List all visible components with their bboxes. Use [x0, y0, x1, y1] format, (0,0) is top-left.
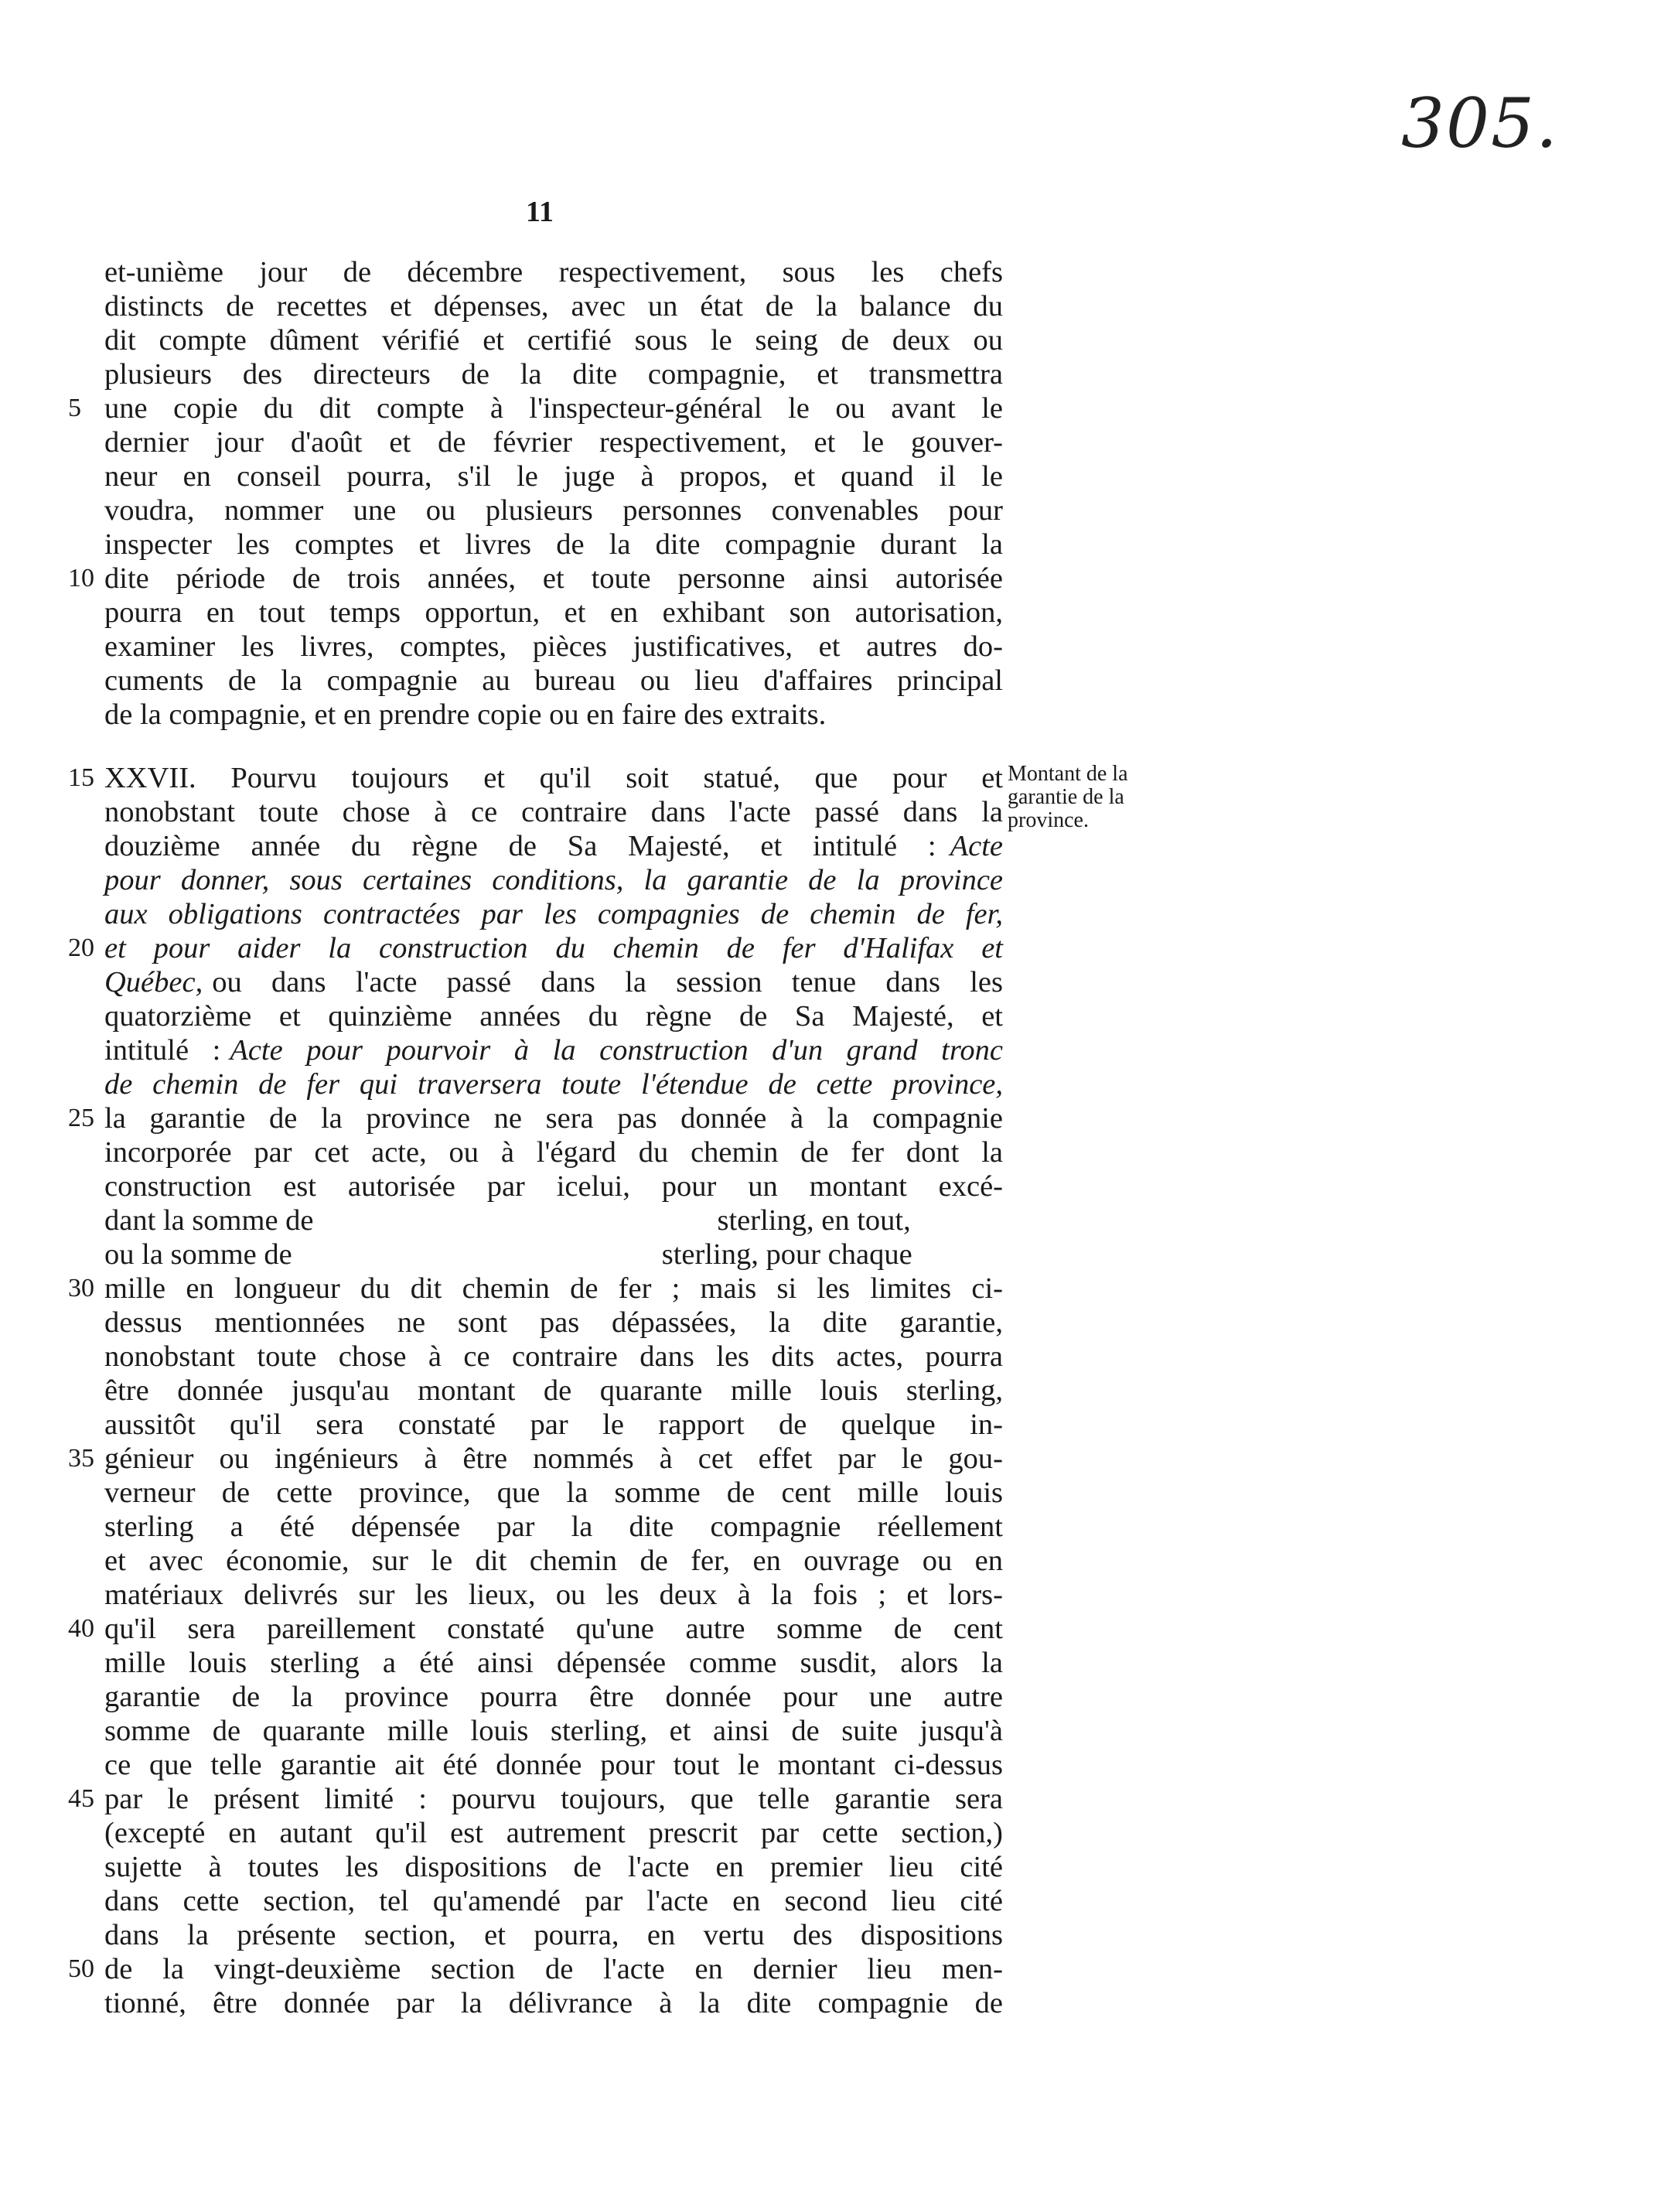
italic-span: et pour aider la construction du chemin de fer d'Halifax et [104, 932, 1003, 964]
text-line: par le présent limité : pourvu toujours, que telle garantie sera [104, 1783, 1003, 1815]
text-line: garantie de la province pourra être donnée pour une autre [104, 1681, 1003, 1713]
line-number: 20 [68, 934, 94, 962]
text-line [104, 1237, 1003, 1272]
text-line: et avec économie, sur le dit chemin de fer, en ouvrage ou en [104, 1545, 1003, 1577]
margin-note-line: province. [1008, 808, 1089, 832]
text-line: voudra, nommer une ou plusieurs personnes convenables pour [104, 494, 1003, 527]
text-line: une copie du dit compte à l'inspecteur-général le ou avant le [104, 392, 1003, 425]
text-line: et-unième jour de décembre respectivement, sous les chefs [104, 256, 1003, 288]
text-line: quatorzième et quinzième années du règne de Sa Majesté, et [104, 1000, 1003, 1033]
text-line: être donnée jusqu'au montant de quarante mille louis sterling, [104, 1374, 1003, 1407]
italic-span: pour donner, sous certaines conditions, la garantie de la province [104, 864, 1003, 896]
text-line: dans cette section, tel qu'amendé par l'acte en second lieu cité [104, 1885, 1003, 1917]
text-line: cuments de la compagnie au bureau ou lieu d'affaires principal [104, 664, 1003, 697]
margin-note [1008, 763, 1162, 832]
text-line: dans la présente section, et pourra, en vertu des dispositions [104, 1919, 1003, 1951]
text-line: plusieurs des directeurs de la dite compagnie, et transmettra [104, 358, 1003, 391]
italic-span: aux obligations contractées par les compagnies de chemin de fer, [104, 898, 1003, 930]
text-line [104, 1203, 1003, 1237]
text-line: dessus mentionnées ne sont pas dépassées, la dite garantie, [104, 1306, 1003, 1339]
text-line [104, 829, 1003, 863]
text-line: mille louis sterling a été ainsi dépensée comme susdit, alors la [104, 1647, 1003, 1679]
text-line: génieur ou ingénieurs à être nommés à cet effet par le gou- [104, 1442, 1003, 1475]
line-number: 15 [68, 763, 94, 792]
italic-span: de chemin de fer qui traversera toute l'étendue de cette province, [104, 1068, 1003, 1101]
text-span: sterling, en tout, [717, 1204, 911, 1237]
text-line: mille en longueur du dit chemin de fer ; mais si les limites ci- [104, 1272, 1003, 1305]
text-line: nonobstant toute chose à ce contraire dans l'acte passé dans la [104, 796, 1003, 828]
line-number: 50 [68, 1954, 94, 1983]
text-line: la garantie de la province ne sera pas donnée à la compagnie [104, 1102, 1003, 1135]
text-line: nonobstant toute chose à ce contraire dans les dits actes, pourra [104, 1340, 1003, 1373]
text-line: distincts de recettes et dépenses, avec un état de la balance du [104, 290, 1003, 323]
handwritten-folio: 305. [1401, 84, 1559, 163]
text-line [104, 897, 1003, 931]
text-line: de la vingt-deuxième section de l'acte en dernier lieu men- [104, 1953, 1003, 1985]
line-number: 40 [68, 1614, 94, 1643]
text-line [104, 1033, 1003, 1067]
text-line: dite période de trois années, et toute personne ainsi autorisée [104, 562, 1003, 595]
text-line [104, 931, 1003, 965]
text-line: ce que telle garantie ait été donnée pour tout le montant ci-dessus [104, 1749, 1003, 1781]
text-line: inspecter les comptes et livres de la dite compagnie durant la [104, 528, 1003, 561]
text-span: ou dans l'acte passé dans la session tenue dans les [212, 966, 1003, 998]
line-number: 10 [68, 564, 94, 592]
italic-span: Acte pour pourvoir à la construction d'un grand tronc [230, 1034, 1003, 1067]
text-line [104, 965, 1003, 999]
line-number: 30 [68, 1274, 94, 1302]
text-line: examiner les livres, comptes, pièces justificatives, et autres do- [104, 630, 1003, 663]
italic-span: Acte [950, 830, 1003, 862]
text-line: verneur de cette province, que la somme de cent mille louis [104, 1476, 1003, 1509]
text-line: neur en conseil pourra, s'il le juge à propos, et quand il le [104, 460, 1003, 493]
text-line: pourra en tout temps opportun, et en exhibant son autorisation, [104, 596, 1003, 629]
text-line: aussitôt qu'il sera constaté par le rapport de quelque in- [104, 1408, 1003, 1441]
text-line: somme de quarante mille louis sterling, et ainsi de suite jusqu'à [104, 1715, 1003, 1747]
text-line: tionné, être donnée par la délivrance à la dite compagnie de [104, 1987, 1003, 2019]
text-line: matériaux delivrés sur les lieux, ou les deux à la fois ; et lors- [104, 1579, 1003, 1611]
text-line: XXVII. Pourvu toujours et qu'il soit statué, que pour et [104, 762, 1003, 794]
text-span: intitulé : [104, 1034, 221, 1067]
text-line [104, 1067, 1003, 1101]
line-number: 5 [68, 394, 81, 422]
text-line: sterling a été dépensée par la dite compagnie réellement [104, 1511, 1003, 1543]
text-line: (excepté en autant qu'il est autrement prescrit par cette section,) [104, 1817, 1003, 1849]
text-line: construction est autorisée par icelui, pour un montant excé- [104, 1170, 1003, 1203]
text-line: incorporée par cet acte, ou à l'égard du chemin de fer dont la [104, 1136, 1003, 1169]
text-line: sujette à toutes les dispositions de l'acte en premier lieu cité [104, 1851, 1003, 1883]
italic-span: Québec, [104, 966, 203, 998]
text-span: ou la somme de [104, 1238, 292, 1271]
margin-note-line: Montant de la [1008, 762, 1128, 786]
text-line: qu'il sera pareillement constaté qu'une autre somme de cent [104, 1613, 1003, 1645]
text-span: dant la somme de [104, 1204, 314, 1237]
page-number: 11 [526, 196, 554, 228]
text-span: douzième année du règne de Sa Majesté, et intitulé : [104, 830, 936, 862]
text-line: dernier jour d'août et de février respectivement, et le gouver- [104, 426, 1003, 459]
margin-note-line: garantie de la [1008, 785, 1124, 809]
line-number: 35 [68, 1444, 94, 1473]
text-span: sterling, pour chaque [661, 1238, 912, 1271]
text-line: dit compte dûment vérifié et certifié sous le seing de deux ou [104, 324, 1003, 357]
line-number: 25 [68, 1104, 94, 1132]
text-line [104, 863, 1003, 897]
text-line: de la compagnie, et en prendre copie ou en faire des extraits. [104, 698, 827, 731]
line-number: 45 [68, 1784, 94, 1813]
